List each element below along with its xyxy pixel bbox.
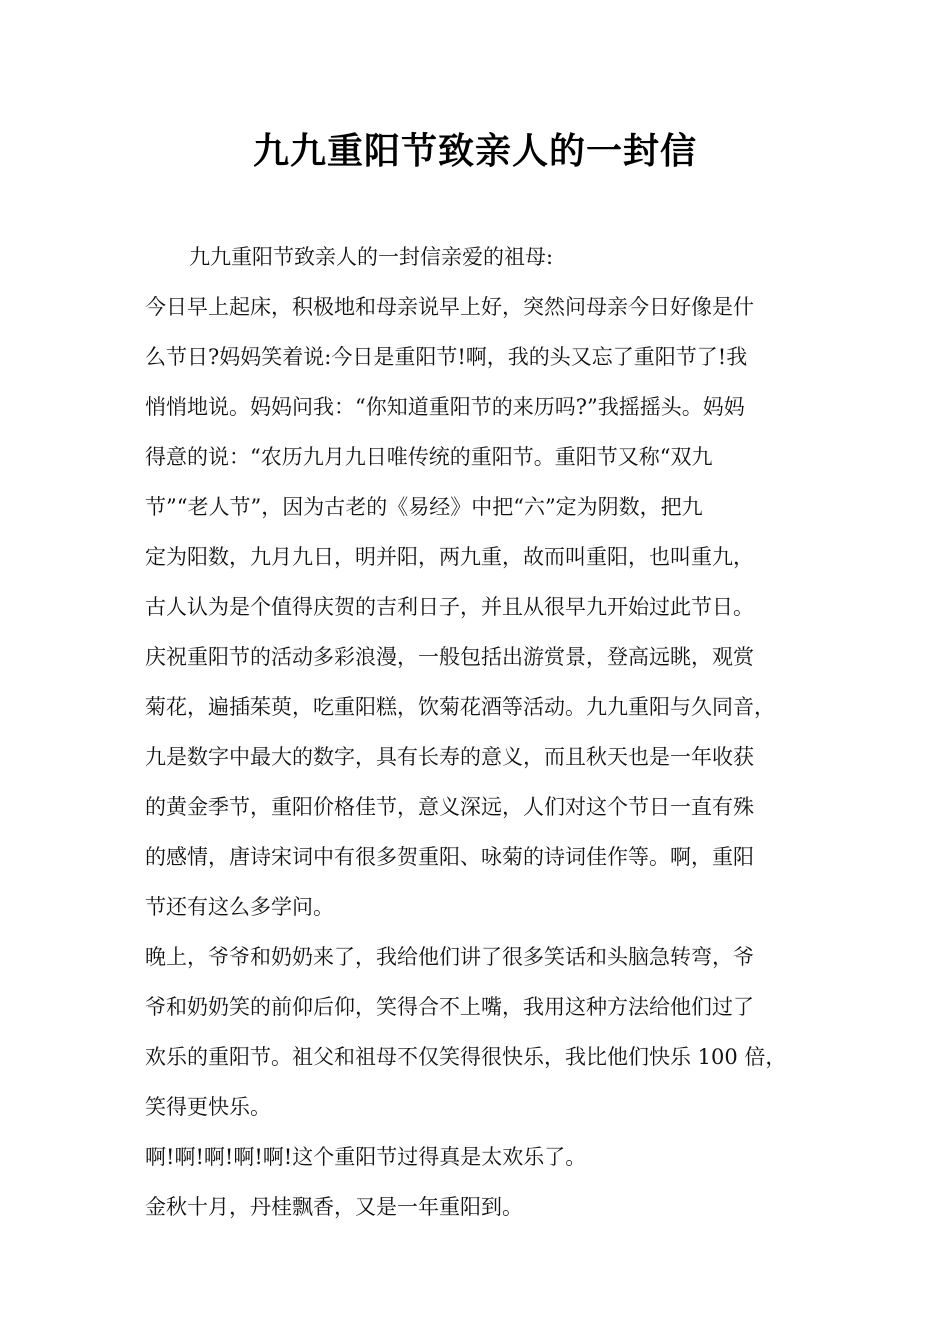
paragraph-line: 爷和奶奶笑的前仰后仰，笑得合不上嘴，我用这种方法给他们过了 [145, 995, 754, 1019]
paragraph-line: 今日早上起床，积极地和母亲说早上好，突然问母亲今日好像是什 [145, 295, 754, 319]
paragraph-line: 得意的说：“农历九月九日唯传统的重阳节。重阳节又称“双九 [145, 445, 713, 469]
paragraph-line: 晚上，爷爷和奶奶来了，我给他们讲了很多笑话和头脑急转弯，爷 [145, 945, 754, 969]
paragraph-line: 古人认为是个值得庆贺的吉利日子，并且从很早九开始过此节日。 [145, 595, 754, 619]
document-title: 九九重阳节致亲人的一封信 [252, 131, 697, 172]
paragraph-line: 的黄金季节，重阳价格佳节，意义深远，人们对这个节日一直有殊 [145, 795, 754, 819]
paragraph-line: 欢乐的重阳节。祖父和祖母不仅笑得很快乐，我比他们快乐 100 倍， [145, 1045, 787, 1069]
paragraph-line: 菊花，遍插茱萸，吃重阳糕，饮菊花酒等活动。九九重阳与久同音， [145, 695, 775, 719]
paragraph-line: 九是数字中最大的数字，具有长寿的意义，而且秋天也是一年收获 [145, 745, 754, 769]
document-body [145, 232, 825, 1232]
paragraph-line: 金秋十月，丹桂飘香，又是一年重阳到。 [145, 1195, 523, 1219]
paragraph-line: 悄悄地说。妈妈问我：“你知道重阳节的来历吗?”我摇摇头。妈妈 [145, 395, 745, 419]
paragraph-line: 的感情，唐诗宋词中有很多贺重阳、咏菊的诗词佳作等。啊，重阳 [145, 845, 754, 869]
paragraph-line: 定为阳数，九月九日，明并阳，两九重，故而叫重阳，也叫重九， [145, 545, 754, 569]
paragraph-line: 节”“老人节”，因为古老的《易经》中把“六”定为阴数，把九 [145, 495, 703, 519]
paragraph-line: 啊!啊!啊!啊!啊!这个重阳节过得真是太欢乐了。 [145, 1145, 587, 1169]
paragraph-line: 笑得更快乐。 [145, 1095, 271, 1119]
paragraph-line: 么节日?妈妈笑着说:今日是重阳节!啊，我的头又忘了重阳节了!我 [145, 345, 748, 369]
paragraph-line: 节还有这么多学问。 [145, 895, 334, 919]
paragraph-line: 庆祝重阳节的活动多彩浪漫，一般包括出游赏景，登高远眺，观赏 [145, 645, 754, 669]
paragraph-line: 九九重阳节致亲人的一封信亲爱的祖母: [189, 245, 554, 269]
